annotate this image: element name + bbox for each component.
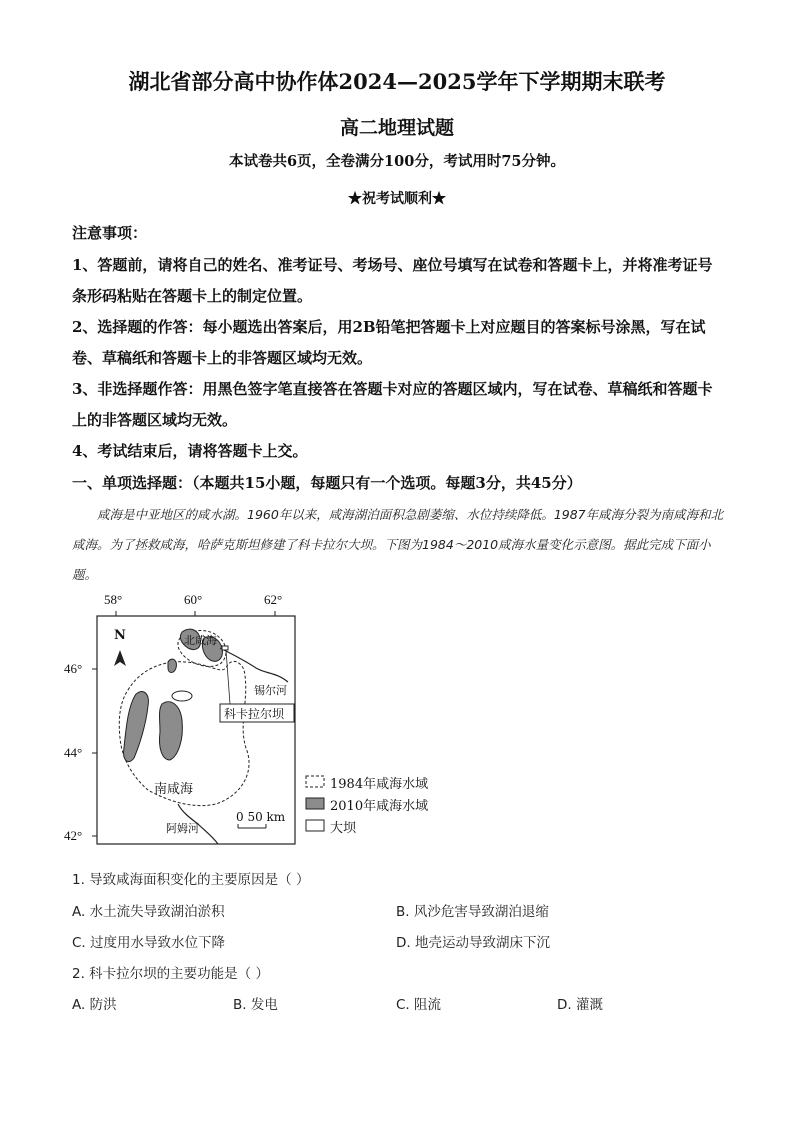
legend-1984-swatch: [306, 776, 324, 787]
island: [172, 691, 192, 701]
lon-60: 60°: [184, 592, 203, 607]
syr-river-line: [220, 648, 288, 682]
south-lake-label: 南咸海: [154, 782, 194, 797]
exam-subject: 高二地理试题: [339, 117, 454, 139]
syr-river-label: 锡尔河: [254, 684, 287, 697]
north-lake-label: 北咸海: [184, 634, 217, 647]
q1-option-b[interactable]: B. 风沙危害导致湖泊退缩: [396, 904, 549, 920]
legend-2010-label: 2010年咸海水域: [330, 799, 429, 814]
section-title: 一、单项选择题：（本题共15小题，每题只有一个选项。每题3分，共45分）: [72, 474, 582, 492]
legend-dam-label: 大坝: [330, 821, 357, 836]
notice-item-2: 2、选择题的作答：每小题选出答案后，用2B铅笔把答题卡上对应题目的答案标号涂黑，写在试卷、草稿纸和答题卡上的非答题区域均无效。: [72, 318, 706, 367]
question-2-stem: 2. 科卡拉尔坝的主要功能是（ ）: [72, 966, 269, 982]
exam-wish: ★祝考试顺利★: [348, 191, 446, 207]
notice-item-1: 1、答题前，请将自己的姓名、准考证号、考场号、座位号填写在试卷和答题卡上，并将准考证号条形码粘贴在答题卡上的制定位置。: [72, 256, 713, 305]
legend-1984-label: 1984年咸海水域: [330, 777, 429, 792]
north-label: N: [114, 628, 126, 643]
q1-option-d[interactable]: D. 地壳运动导致湖床下沉: [396, 935, 550, 951]
q2-option-a[interactable]: A. 防洪: [72, 997, 117, 1013]
exam-info: 本试卷共6页，全卷满分100分，考试用时75分钟。: [228, 153, 566, 170]
lon-58: 58°: [104, 592, 123, 607]
dam-leader-line: [226, 650, 230, 704]
aral-sea-map: [64, 592, 490, 856]
legend-2010-swatch: [306, 798, 324, 809]
legend-dam-swatch: [306, 820, 324, 831]
notice-item-4: 4、考试结束后，请将答题卡上交。: [72, 442, 308, 460]
q2-option-b[interactable]: B. 发电: [233, 997, 278, 1013]
lat-46: 46°: [64, 661, 83, 676]
q1-option-c[interactable]: C. 过度用水导致水位下降: [72, 935, 226, 951]
notice-item-3: 3、非选择题作答：用黑色签字笔直接答在答题卡对应的答题区域内，写在试卷、草稿纸和答题卡上的非答题区域均无效。: [72, 380, 713, 429]
lon-62: 62°: [264, 592, 283, 607]
notice-heading: 注意事项：: [72, 224, 148, 242]
lat-44: 44°: [64, 745, 83, 760]
exam-title: 湖北省部分高中协作体2024—2025学年下学期期末联考: [128, 69, 666, 94]
q2-option-c[interactable]: C. 阻流: [396, 997, 442, 1013]
dam-label: 科卡拉尔坝: [224, 707, 285, 721]
north-arrow-icon: [114, 650, 126, 666]
amu-river-label: 阿姆河: [166, 822, 199, 835]
q1-option-a[interactable]: A. 水土流失导致湖泊淤积: [72, 904, 225, 920]
lat-42: 42°: [64, 828, 83, 843]
q2-option-d[interactable]: D. 灌溉: [557, 997, 603, 1013]
water-2010-small: [168, 659, 176, 672]
water-2010-east: [159, 702, 182, 760]
question-1-stem: 1. 导致咸海面积变化的主要原因是（ ）: [72, 872, 310, 888]
water-2010-west: [124, 692, 149, 762]
reading-passage: 咸海是中亚地区的咸水湖。1960年以来，咸海湖泊面积急剧萎缩、水位持续降低。1987年咸海分裂为南咸海和北咸海。为了拯救咸海，哈萨克斯坦修建了科卡拉尔大坝。下图为1984～2010咸海水量变化示意图。据此完成下面小题。: [72, 507, 724, 582]
scale-label: 0 50 km: [236, 810, 286, 824]
